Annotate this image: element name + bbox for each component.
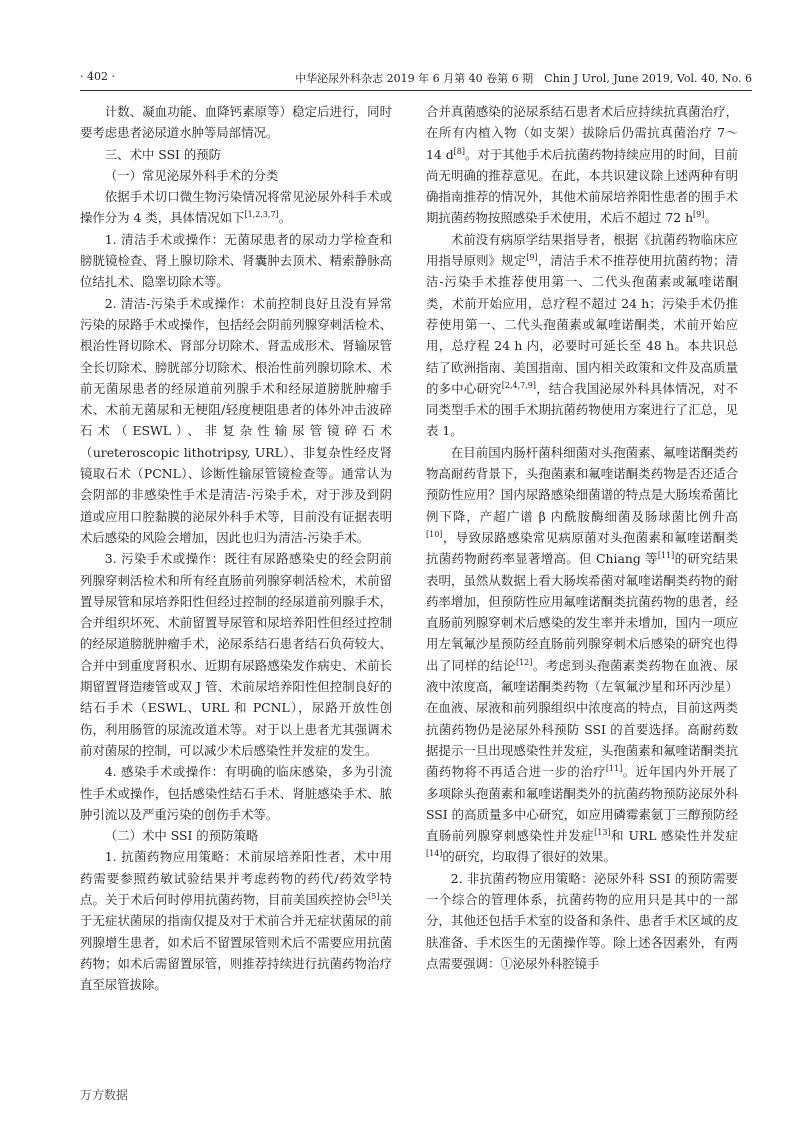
paragraph: 1. 清洁手术或操作：无菌尿患者的尿动力学检查和膀胱镜检查、肾上腺切除术、肾囊肿去顶术、精索静脉高位结扎术、隐睾切除术等。 <box>80 231 392 290</box>
citation: [14] <box>426 849 443 859</box>
citation: [9] <box>526 252 538 262</box>
watermark-footer: 万方数据 <box>80 1088 129 1102</box>
section-heading: 三、术中 SSI 的预防 <box>104 146 222 162</box>
subsection-heading: （一）常见泌尿外科手术的分类 <box>104 167 279 183</box>
journal-citation: 中华泌尿外科杂志 2019 年 6 月第 40 卷第 6 期 Chin J Urol, June 2019, Vol. 40, No. 6 <box>295 72 752 85</box>
citation: [5] <box>368 891 380 901</box>
paragraph: 合并真菌感染的泌尿系结石患者术后应持续抗真菌治疗，在所有内植入物（如支架）拔除后仍需抗真菌治疗 7～14 d[8]。对于其他手术后抗菌药物持续应用的时间，目前尚无明确的推荐意见。在此，本共识建议除上述两种有明确指南推荐的情况外，其他术前尿培养阳性患者的围手术期抗菌药物按照感染手术使用，术后不超过 72 h[9]。 <box>426 104 738 226</box>
page-number: · 402 · <box>80 70 115 83</box>
citation: [11] <box>657 551 675 561</box>
right-column <box>426 101 738 974</box>
left-column <box>80 101 392 995</box>
paragraph: 3. 污染手术或操作：既往有尿路感染史的经会阴前列腺穿刺活检术和所有经直肠前列腺穿刺活检术，术前留置导尿管和尿培养阳性但经过控制的经尿道前列腺手术，合并组织坏死、术前留置导尿管和尿培养阳性但经过控制的经尿道膀胱肿瘤手术，泌尿系结石患者结石负荷较大、合并中到重度肾积水、近期有尿路感染发作病史、术前长期留置肾造瘘管或双 J 管、术前尿培养阳性但控制良好的结石手术（ESWL、URL 和 PCNL），尿路开放性创伤，利用肠管的尿流改道术等。对于以上患者尤其强调术前对菌尿的控制，可以减少术后感染性并发症的发生。 <box>80 551 392 758</box>
citation: [13] <box>594 827 611 837</box>
paragraph: 计数、凝血功能、血降钙素原等）稳定后进行，同时要考虑患者泌尿道水肿等局部情况。 <box>80 104 392 141</box>
paragraph: 2. 清洁-污染手术或操作：术前控制良好且没有异常污染的尿路手术或操作，包括经会阴前列腺穿刺活检术、根治性肾切除术、肾部分切除术、肾盂成形术、肾输尿管全长切除术、膀胱部分切除术、根治性前列腺切除术、术前无菌尿患者的经尿道前列腺手术和经尿道膀胱肿瘤手术、术前无菌尿和无梗阻/轻度梗阻患者的体外冲击波碎石术（ESWL）、非复杂性输尿管镜碎石术（ureteroscopic lithotripsy, URL）、非复杂性经皮肾镜取石术（PCNL）、诊断性输尿管镜检查等。通常认为会阴部的非感染性手术是清洁-污染手术，对于涉及到阴道或应用口腔黏膜的泌尿外科手术等，目前没有证据表明术后感染的风险会增加，因此也归为清洁-污染手术。 <box>80 295 392 545</box>
paragraph: 在目前国内肠杆菌科细菌对头孢菌素、氟喹诺酮类药物高耐药背景下，头孢菌素和氟喹诺酮类药物是否还适合预防性应用？国内尿路感染细菌谱的特点是大肠埃希菌比例下降，产超广谱 β 内酰胺酶细菌及肠球菌比例升高[10]，导致尿路感染常见病原菌对头孢菌素和氟喹诺酮类抗菌药物耐药率显著增高。但 Chiang 等[11]的研究结果表明，虽然从数据上看大肠埃希菌对氟喹诺酮类药物的耐药率增加，但预防性应用氟喹诺酮类抗菌药物的患者，经直肠前列腺穿刺术后感染的发生率并未增加，国内一项应用左氧氟沙星预防经直肠前列腺穿刺术后感染的研究也得出了同样的结论[12]。考虑到头孢菌素类药物在血液、尿液中浓度高，氟喹诺酮类药物（左氧氟沙星和环丙沙星）在血液、尿液和前列腺组织中浓度高的特点，目前这两类抗菌药物仍是泌尿外科预防 SSI 的首要选择。高耐药数据提示一旦出现感染性并发症，头孢菌素和氟喹诺酮类抗菌药物将不再适合进一步的治疗[11]。近年国内外开展了多项除头孢菌素和氟喹诺酮类外的抗菌药物预防泌尿外科 SSI 的高质量多中心研究，如应用磷霉素氨丁三醇预防经直肠前列腺穿刺感染性并发症[13]和 URL 感染性并发症[14]的研究，均取得了很好的效果。 <box>426 444 739 865</box>
paragraph: 依据手术切口微生物污染情况将常见泌尿外科手术或操作分为 4 类，具体情况如下[1,2,3,7]。 <box>80 189 392 226</box>
paragraph: 1. 抗菌药物应用策略：术前尿培养阳性者，术中用药需要参照药敏试验结果并考虑药物的药代/药效学特点。关于术后何时停用抗菌药物，目前美国疾控协会[5]关于无症状菌尿的指南仅提及对于术前合并无症状菌尿的前列腺增生患者，如术后不留置尿管则术后不需要应用抗菌药物；如术后需留置尿管，则推荐持续进行抗菌药物治疗直至尿管拔除。 <box>80 849 393 993</box>
paragraph: 术前没有病原学结果指导者，根据《抗菌药物临床应用指导原则》规定[9]，清洁手术不推荐使用抗菌药物；清洁-污染手术推荐使用第一、二代头孢菌素或氟喹诺酮类，术前开始应用，总疗程不超过 24 h；污染手术仍推荐使用第一、二代头孢菌素或氟喹诺酮类，术前开始应用，总疗程 24 h 内，必要时可延长至 48 h。本共识总结了欧洲指南、美国指南、国内相关政策和文件及高质量的多中心研究[2,4,7,9]，结合我国泌尿外科具体情况，对不同类型手术的围手术期抗菌药物使用方案进行了汇总，见表 1。 <box>426 231 739 439</box>
citation: [1,2,3,7] <box>244 210 279 220</box>
citation: [12] <box>515 657 533 667</box>
subsection-heading: （二）术中 SSI 的预防策略 <box>104 828 259 844</box>
citation: [10] <box>426 529 443 539</box>
citation: [9] <box>693 210 705 220</box>
running-header <box>80 70 752 91</box>
citation: [2,4,7,9] <box>501 380 536 390</box>
citation: [8] <box>453 146 465 156</box>
paragraph: 4. 感染手术或操作：有明确的临床感染，多为引流性手术或操作，包括感染性结石手术、肾脏感染手术、脓肿引流以及严重污染的创伤手术等。 <box>80 764 392 822</box>
paragraph: 2. 非抗菌药物应用策略：泌尿外科 SSI 的预防需要一个综合的管理体系，抗菌药物的应用只是其中的一部分，其他还包括手术室的设备和条件、患者手术区域的皮肤准备、手术医生的无菌操作等。除上述各因素外，有两点需要强调：①泌尿外科腔镜手 <box>426 870 738 971</box>
citation: [11] <box>605 764 623 774</box>
